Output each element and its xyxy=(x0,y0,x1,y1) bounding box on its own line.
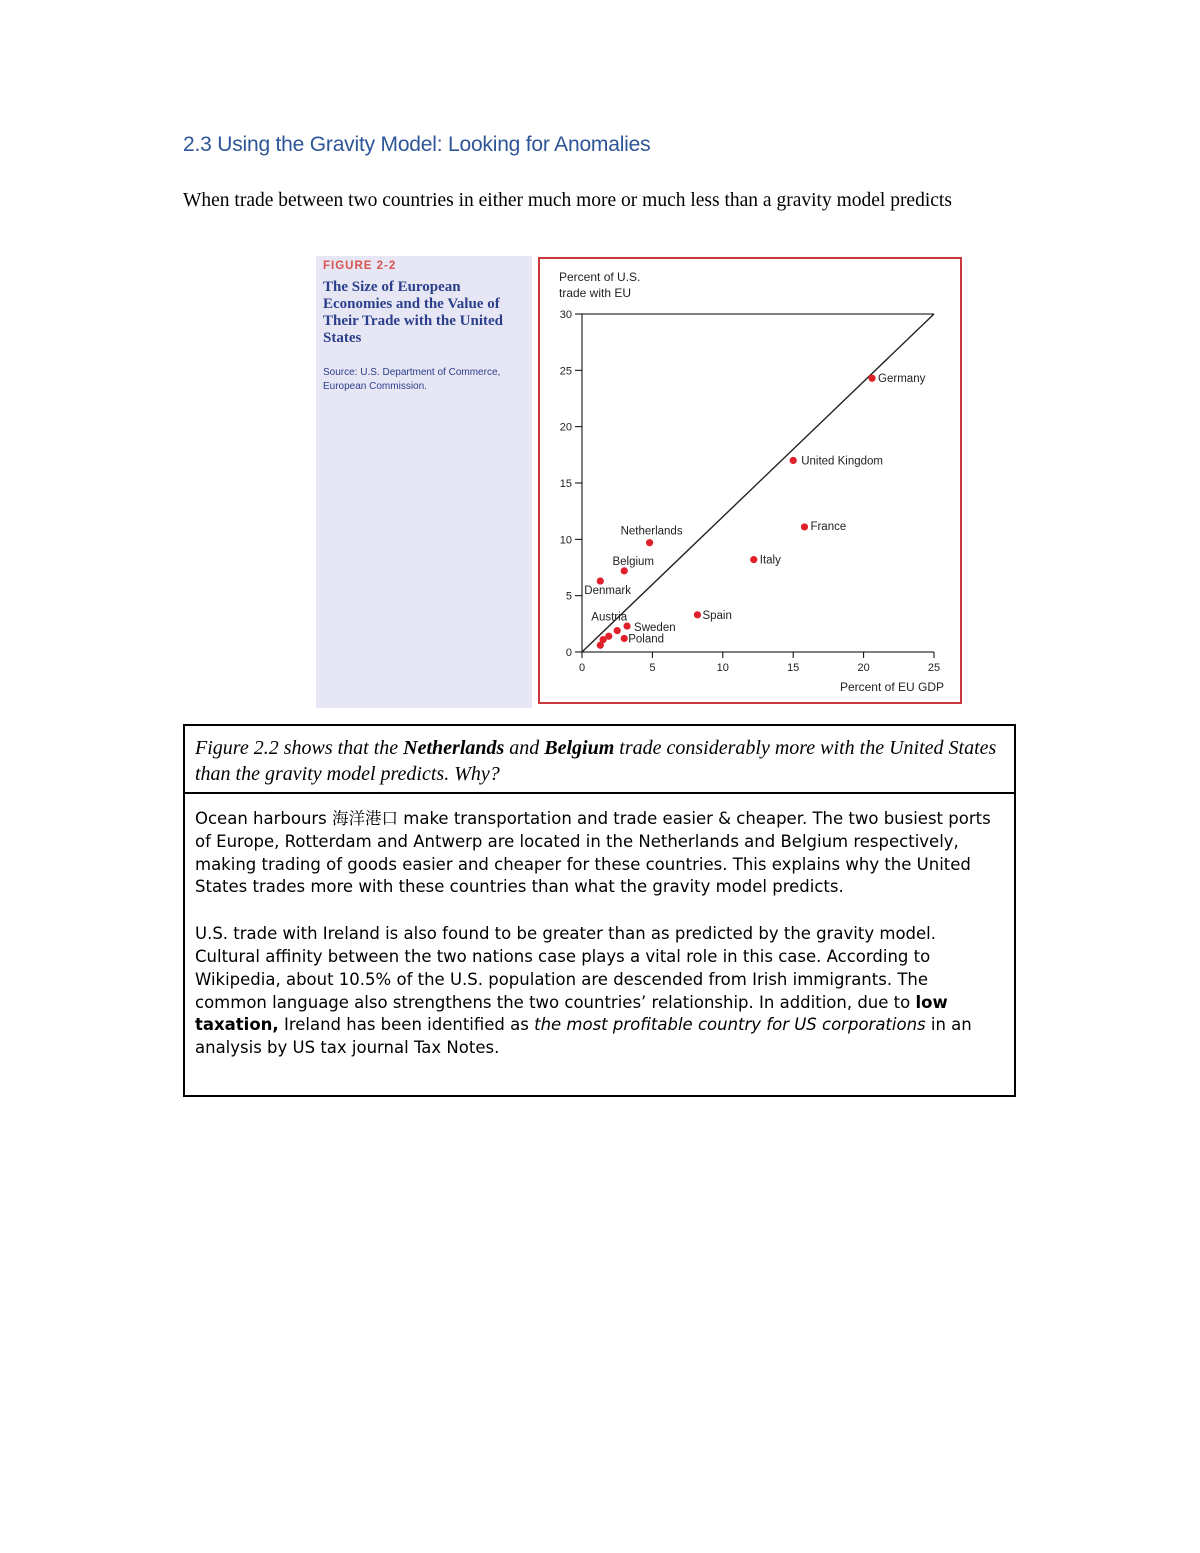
x-axis-label: Percent of EU GDP xyxy=(839,680,944,694)
x-tick-label: 5 xyxy=(649,662,656,674)
y-tick-label: 0 xyxy=(565,647,572,659)
question-bold-belgium: Belgium xyxy=(544,737,615,759)
point-label-germany: Germany xyxy=(878,373,926,386)
point-united-kingdom xyxy=(790,457,797,464)
y-axis-label-line2: trade with EU xyxy=(559,286,632,300)
answer-p2-a: U.S. trade with Ireland is also found to be greater than as predicted by the gravity model. Cultural affinity between the two nations case plays a vital role in this case. According to Wikipedia, about 10.5% of the U.S. population are descended from Irish immigrants. The common language also strengthens the two countries’ relationship. In addition, due to xyxy=(195,924,936,1012)
point-belgium xyxy=(621,567,628,574)
question-part2: and xyxy=(504,737,545,759)
point-label-italy: Italy xyxy=(759,554,781,567)
point-poland xyxy=(621,635,628,642)
intro-paragraph: When trade between two countries in either much more or much less than a gravity model predicts xyxy=(183,190,952,211)
section-heading: 2.3 Using the Gravity Model: Looking for Anomalies xyxy=(183,133,651,156)
point-label-austria: Austria xyxy=(591,611,628,624)
figure-label: FIGURE 2-2 xyxy=(323,260,397,272)
question-part3: trade considerably more with the United States than the gravity model predicts. Why? xyxy=(195,737,997,785)
y-tick-label: 30 xyxy=(559,309,572,321)
point-label-poland: Poland xyxy=(628,633,665,646)
x-tick-label: 25 xyxy=(927,662,941,674)
scatter-chart xyxy=(538,257,962,704)
question-part1: Figure 2.2 shows that the xyxy=(195,737,404,759)
x-tick-label: 15 xyxy=(787,662,800,674)
x-tick-label: 20 xyxy=(857,662,870,674)
point-label-sweden: Sweden xyxy=(634,622,676,635)
point-label-spain: Spain xyxy=(702,609,732,622)
figure-source: Source: U.S. Department of Commerce, European Commission. xyxy=(323,367,501,392)
point-unlabeled xyxy=(597,642,604,649)
y-axis-label-line1: Percent of U.S. xyxy=(559,270,641,284)
answer-p2-c: in an analysis by US tax journal Tax Notes. xyxy=(195,1015,972,1058)
question-answer-box xyxy=(183,724,1016,1097)
y-tick-label: 10 xyxy=(559,534,572,547)
answer-paragraph-1: Ocean harbours 海洋港口 make transportation and trade easier & cheaper. The two busiest ports of Europe, Rotterdam and Antwerp are located in the Netherlands and Belgium respectively, making trading of goods easier and cheaper for these countries. This explains why the United States trades more with these countries than what the gravity model predicts. xyxy=(195,809,991,897)
point-label-denmark: Denmark xyxy=(584,585,631,598)
point-label-united-kingdom: United Kingdom xyxy=(801,455,884,468)
x-tick-label: 0 xyxy=(578,662,586,674)
chart-svg xyxy=(540,259,960,702)
question-bold-netherlands: Netherlands xyxy=(403,737,505,759)
point-netherlands xyxy=(646,539,653,546)
gravity-prediction-line xyxy=(582,314,934,652)
answer-p2-b: Ireland has been identified as xyxy=(278,1015,535,1035)
point-denmark xyxy=(597,577,604,584)
point-austria xyxy=(614,627,621,634)
y-tick-label: 15 xyxy=(559,478,572,490)
y-tick-label: 25 xyxy=(559,365,572,378)
figure-title: The Size of European Economies and the Value of Their Trade with the United States xyxy=(323,279,504,346)
point-spain xyxy=(694,611,701,618)
y-tick-label: 20 xyxy=(559,421,572,434)
point-label-france: France xyxy=(810,520,847,533)
answer-p2-bold: low taxation, xyxy=(195,992,948,1035)
point-label-netherlands: Netherlands xyxy=(620,525,683,538)
answer-text xyxy=(185,794,1014,1060)
answer-p2-italic: the most profitable country for US corporations xyxy=(534,1015,926,1035)
x-tick-label: 10 xyxy=(716,662,729,674)
answer-paragraph-2 xyxy=(195,923,1004,1060)
point-france xyxy=(801,523,808,530)
question-text xyxy=(185,726,1014,794)
figure-2-2 xyxy=(316,256,969,708)
y-tick-label: 5 xyxy=(565,590,572,603)
point-italy xyxy=(750,556,757,563)
point-label-belgium: Belgium xyxy=(612,555,655,568)
figure-caption-panel xyxy=(316,256,532,708)
point-germany xyxy=(868,375,875,382)
